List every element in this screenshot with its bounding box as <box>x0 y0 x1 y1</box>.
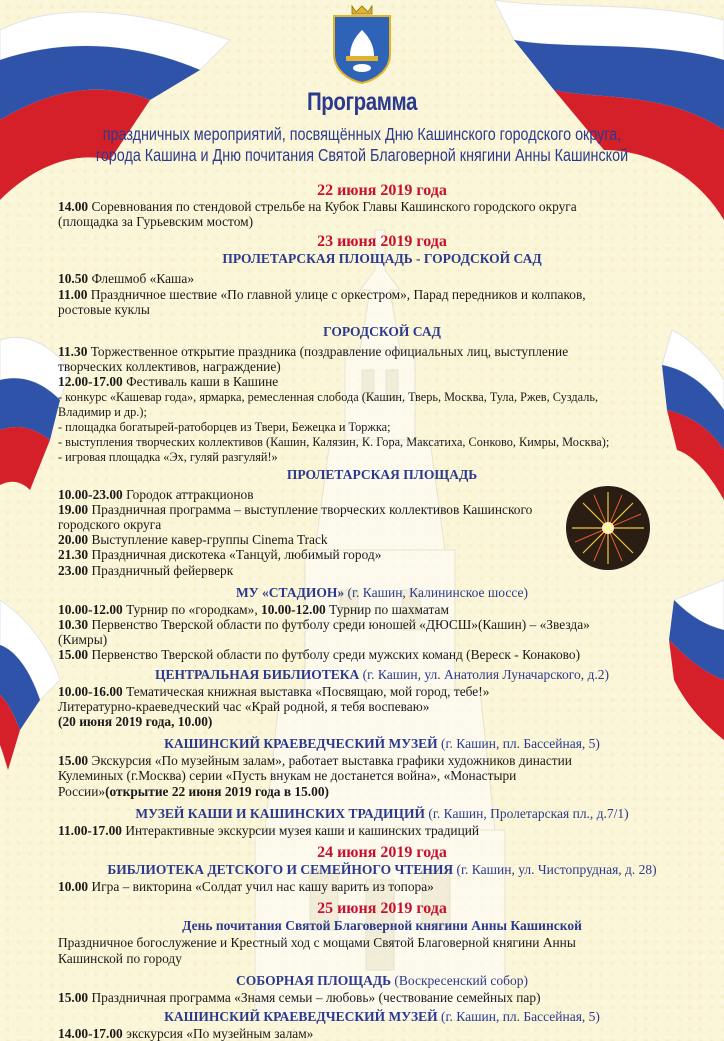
event-line <box>58 287 706 302</box>
page-title: Программа <box>306 88 418 116</box>
event-text: Городок аттракционов <box>122 486 254 502</box>
venue-address: (г. Кашин, пл. Бассейная, 5) <box>437 1008 600 1024</box>
event-line <box>58 823 706 838</box>
event-line <box>58 647 706 662</box>
event-line <box>58 199 706 214</box>
event-time: 11.30 <box>58 344 88 360</box>
event-line <box>58 532 706 547</box>
event-time: 10.00-16.00 <box>58 683 123 699</box>
event-text: Праздничная программа «Знамя семьи – любовь» (чествование семейных пар) <box>88 989 541 1005</box>
venue-name: КАШИНСКИЙ КРАЕВЕДЧЕСКИЙ МУЗЕЙ <box>164 1008 438 1024</box>
venue-address: (г. Кашин, ул. Чистопрудная, д. 28) <box>453 862 657 878</box>
venue-address: (г. Кашин, ул. Анатолия Луначарского, д.2) <box>359 666 609 682</box>
venue-address: (Воскресенский собор) <box>391 972 528 988</box>
event-text: Тематическая книжная выставка «Посвящаю, мой город, тебе!» <box>122 683 490 699</box>
venue-name: БИБЛИОТЕКА ДЕТСКОГО И СЕМЕЙНОГО ЧТЕНИЯ <box>107 862 454 878</box>
event-text: Праздничное шествие «По главной улице с оркестром», Парад передников и колпаков, <box>87 286 586 302</box>
event-line-cont: городского округа <box>58 517 162 533</box>
event-text: Торжественное открытие праздника (поздравление официальных лиц, выступление <box>87 344 569 360</box>
event-line <box>58 374 706 389</box>
event-subline: Кашинской по городу <box>58 950 182 966</box>
event-subline: - конкурс «Кашевар года», ярмарка, ремесленная слобода (Кашин, Тверь, Москва, Тула, Ржев, Суздаль, <box>58 389 599 404</box>
venue-address: (г. Кашин, Пролетарская пл., д.7/1) <box>425 805 629 821</box>
event-subline: Кулеминых (г.Москва) серии «Пусть внукам не достанется война», «Монастыри <box>58 768 517 784</box>
event-text: экскурсия «По музейным залам» <box>122 1025 314 1041</box>
event-subline <box>58 784 706 799</box>
event-time: 14.00 <box>58 199 89 214</box>
event-time: 21.30 <box>58 547 89 563</box>
event-text: Выступление кавер-группы Cinema Track <box>88 532 328 548</box>
event-time: 14.00-17.00 <box>58 1025 123 1041</box>
venue-name: МУ «СТАДИОН» <box>235 584 345 600</box>
venue-address: (г. Кашин, пл. Бассейная, 5) <box>437 736 600 752</box>
event-text: Флешмоб «Каша» <box>88 271 195 287</box>
event-subline: Владимир и др.); <box>58 404 147 419</box>
event-time: 10.50 <box>58 271 89 287</box>
venue-heading <box>58 1009 706 1025</box>
venue-heading <box>58 973 706 989</box>
event-text: Праздничный фейерверк <box>88 562 234 578</box>
event-time: 12.00-17.00 <box>58 374 123 390</box>
event-time: 10.00-12.00 <box>261 601 326 617</box>
russian-flag-left-lower <box>0 600 60 800</box>
event-line <box>58 1026 706 1041</box>
event-text: Праздничная дискотека «Танцуй, любимый город» <box>88 547 382 563</box>
event-text: Интерактивные экскурсии музея каши и кашинских традиций <box>121 822 480 838</box>
program-content <box>58 182 706 1041</box>
event-time: 10.00-12.00 <box>58 601 123 617</box>
venue-heading: День почитания Святой Благоверной княгини Анны Кашинской <box>182 918 582 934</box>
event-text: Игра – викторина «Солдат учил нас кашу варить из топора» <box>88 879 434 895</box>
date-heading-23-june: 23 июня 2019 года <box>317 233 447 251</box>
event-time: 11.00 <box>58 286 88 302</box>
event-line <box>58 487 706 502</box>
venue-name: СОБОРНАЯ ПЛОЩАДЬ <box>235 972 392 988</box>
event-text: Экскурсия «По музейным залам», работает выставка графики художников династии <box>88 753 572 769</box>
event-line-cont: ростовые куклы <box>58 301 150 317</box>
event-line <box>58 502 706 517</box>
event-text: Первенство Тверской области по футболу среди юношей «ДЮСШ»(Кашин) – «Звезда» <box>88 617 590 633</box>
event-subline: - площадка богатырей-ратоборцев из Твери, Бежецка и Торжка; <box>58 420 391 435</box>
event-time: 23.00 <box>58 562 89 578</box>
event-line <box>58 547 706 562</box>
event-line <box>58 753 706 768</box>
event-line <box>58 563 706 578</box>
event-text: Соревнования по стендовой стрельбе на Кубок Главы Кашинского городского округа <box>88 199 577 214</box>
coat-of-arms-icon <box>330 4 394 84</box>
venue-address: (г. Кашин, Калининское шоссе) <box>344 584 529 600</box>
venue-heading <box>58 862 706 878</box>
venue-heading <box>58 667 706 683</box>
event-subline: Литературно-краеведческий час «Край родной, я тебя воспеваю» <box>58 698 430 714</box>
event-subline: - выступления творческих коллективов (Кашин, Калязин, К. Гора, Максатиха, Сонково, Кимры, Москва); <box>58 435 610 450</box>
venue-heading <box>58 736 706 752</box>
event-line <box>58 617 706 632</box>
event-text: Фестиваль каши в Кашине <box>122 374 279 390</box>
event-time: 15.00 <box>58 647 89 663</box>
event-time: 15.00 <box>58 989 89 1005</box>
venue-heading: ПРОЛЕТАРСКАЯ ПЛОЩАДЬ - ГОРОДСКОЙ САД <box>222 251 542 267</box>
event-line-cont: (Кимры) <box>58 632 108 648</box>
venue-heading: ГОРОДСКОЙ САД <box>323 324 441 340</box>
event-line <box>58 271 706 286</box>
venue-name: МУЗЕЙ КАШИ И КАШИНСКИХ ТРАДИЦИЙ <box>135 805 426 821</box>
venue-name: КАШИНСКИЙ КРАЕВЕДЧЕСКИЙ МУЗЕЙ <box>164 736 438 752</box>
event-line <box>58 879 706 894</box>
venue-name: ЦЕНТРАЛЬНАЯ БИБЛИОТЕКА <box>155 666 360 682</box>
event-text: Турнир по шахматам <box>325 601 449 617</box>
event-subline: - игровая площадка «Эх, гуляй разгуляй!» <box>58 450 278 465</box>
date-heading-24-june: 24 июня 2019 года <box>317 844 447 862</box>
event-date-note: (20 июня 2019 года, 10.00) <box>58 714 213 730</box>
subtitle-line-1: праздничных мероприятий, посвящённых Дню Кашинского городского округа, <box>102 124 622 144</box>
event-line <box>58 344 706 359</box>
venue-heading <box>58 585 706 601</box>
event-date-note: (открытие 22 июня 2019 года в 15.00) <box>105 783 329 799</box>
event-line <box>58 990 706 1005</box>
event-time: 10.00 <box>58 879 89 895</box>
event-line-cont: творческих коллективов, награждение) <box>58 359 281 375</box>
subtitle-line-2: города Кашина и Дню почитания Святой Благоверной княгини Анны Кашинской <box>95 145 629 165</box>
event-text: Первенство Тверской области по футболу среди мужских команд (Вереск - Конаково) <box>88 647 581 663</box>
event-text: Турнир по «городкам», <box>122 601 262 617</box>
event-time: 10.00-23.00 <box>58 486 123 502</box>
event-line <box>58 602 706 617</box>
date-heading-25-june: 25 июня 2019 года <box>317 900 447 918</box>
event-subline: Праздничное богослужение и Крестный ход с мощами Святой Благоверной княгини Анны <box>58 935 576 951</box>
event-time: 11.00-17.00 <box>58 822 122 838</box>
event-time: 20.00 <box>58 532 89 548</box>
date-heading-22-june: 22 июня 2019 года <box>317 182 447 199</box>
event-text: России» <box>58 783 106 799</box>
event-time: 15.00 <box>58 753 89 769</box>
event-note: (площадка за Гурьевским мостом) <box>58 214 254 230</box>
event-subline <box>58 714 706 729</box>
event-text: Праздничная программа – выступление творческих коллективов Кашинского <box>88 501 533 517</box>
venue-heading <box>58 806 706 822</box>
event-time: 19.00 <box>58 501 89 517</box>
event-time: 10.30 <box>58 617 89 633</box>
event-line <box>58 684 706 699</box>
venue-heading: ПРОЛЕТАРСКАЯ ПЛОЩАДЬ <box>286 466 478 482</box>
